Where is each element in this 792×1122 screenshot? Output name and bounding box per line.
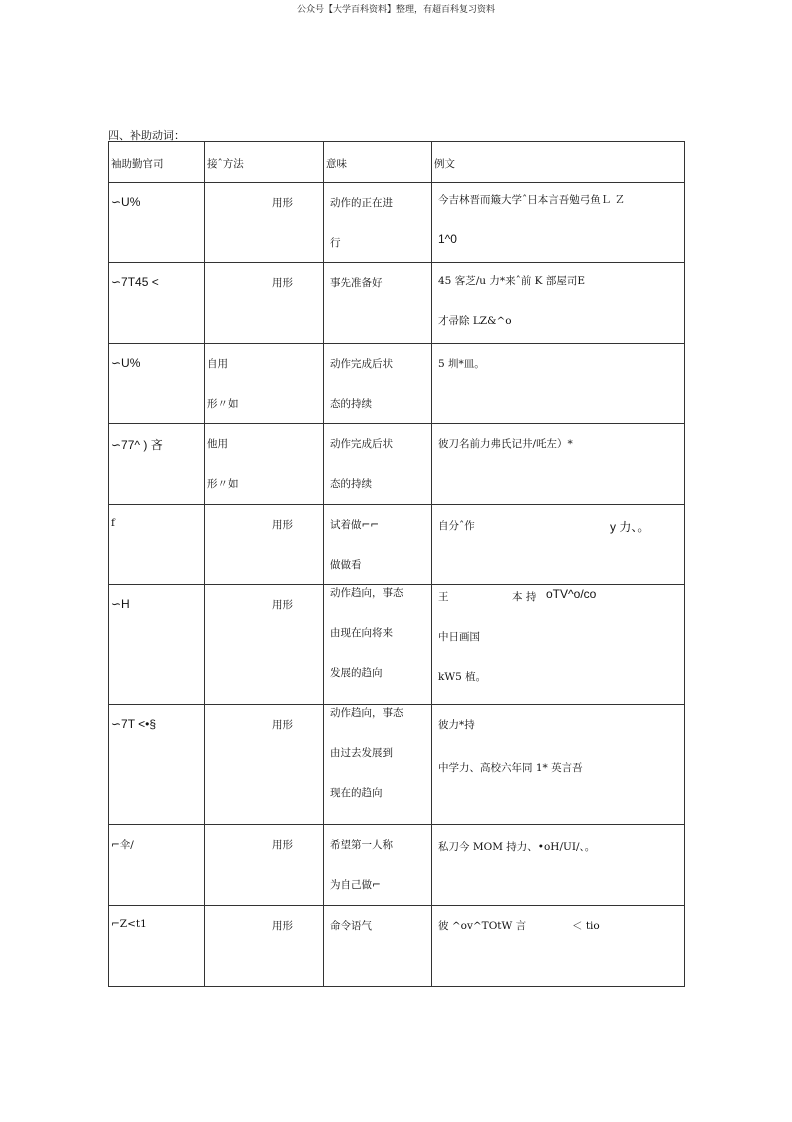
connect-cell: 他用 形〃如	[205, 424, 324, 505]
form-cell: ⌐Z<t1	[109, 906, 205, 987]
connect-cell: 用形	[205, 585, 324, 705]
form-cell: ⌐伞/	[109, 825, 205, 906]
table-row	[109, 906, 685, 987]
meaning-cell: 动作的正在进 行	[324, 183, 432, 263]
example-cell: 私刀今 MOM 持力、•oH/UI/、。	[432, 825, 685, 906]
example-cell: 5 圳*皿。	[432, 344, 685, 424]
meaning-cell: 动作趋向，事态 由过去发展到 现在的趋向	[324, 705, 432, 825]
meaning-cell: 试着做⌐⌐ 做做看	[324, 505, 432, 585]
table-row	[109, 263, 685, 344]
form-cell: f	[109, 505, 205, 585]
connect-cell: 用形	[205, 505, 324, 585]
meaning-cell: 动作趋向，事态 由现在向将来 发展的趋向	[324, 585, 432, 705]
example-cell: 今吉林晋而簸大学ˆ日本言吾勉弓鱼Ｌ Ｚ 1^0	[432, 183, 685, 263]
table-header-row	[109, 142, 685, 183]
connect-cell: 用形	[205, 705, 324, 825]
connect-cell: 用形	[205, 263, 324, 344]
table-row	[109, 585, 685, 705]
example-cell: 王 本 持 oTV^o/co 中日画国 kW5 植。	[432, 585, 685, 705]
grammar-table	[108, 141, 685, 987]
connect-cell: 用形	[205, 825, 324, 906]
table-row	[109, 505, 685, 585]
example-cell: 45 客芝/u 力*来ˆ前 K 部屋司E 才帚除 LZ&^o	[432, 263, 685, 344]
column-header: 例文	[432, 142, 685, 183]
form-cell: ∽U%	[109, 344, 205, 424]
form-cell: ∽H	[109, 585, 205, 705]
example-cell: 彼 ^ov^TOtW 言 ＜ tio	[432, 906, 685, 987]
meaning-cell: 命令语气	[324, 906, 432, 987]
form-cell: ∽77^ ) 吝	[109, 424, 205, 505]
meaning-cell: 动作完成后状 态的持续	[324, 424, 432, 505]
column-header: 意味	[324, 142, 432, 183]
column-header: 袖助勤官司	[109, 142, 205, 183]
meaning-cell: 动作完成后状 态的持续	[324, 344, 432, 424]
form-cell: ∽7T <•§	[109, 705, 205, 825]
example-cell: 自分ˆ作 y 力、。	[432, 505, 685, 585]
header-note: 公众号【大学百科资料】整理，有超百科复习资料	[296, 5, 495, 15]
form-cell: ∽U%	[109, 183, 205, 263]
example-cell: 彼力*持 中学力、高校六年同 1* 英言吾	[432, 705, 685, 825]
connect-cell: 自用 形〃如	[205, 344, 324, 424]
meaning-cell: 事先准备好	[324, 263, 432, 344]
table-row	[109, 825, 685, 906]
table-row	[109, 183, 685, 263]
example-cell: 彼刀名前力弗氏记井/吒左）*	[432, 424, 685, 505]
meaning-cell: 希望第一人称 为自己做⌐	[324, 825, 432, 906]
connect-cell: 用形	[205, 906, 324, 987]
section-title: 四、补助动词：	[108, 129, 185, 142]
form-cell: ∽7T45 <	[109, 263, 205, 344]
column-header: 接ˆ方法	[205, 142, 324, 183]
table-row	[109, 424, 685, 505]
table-row	[109, 344, 685, 424]
table-row	[109, 705, 685, 825]
connect-cell: 用形	[205, 183, 324, 263]
